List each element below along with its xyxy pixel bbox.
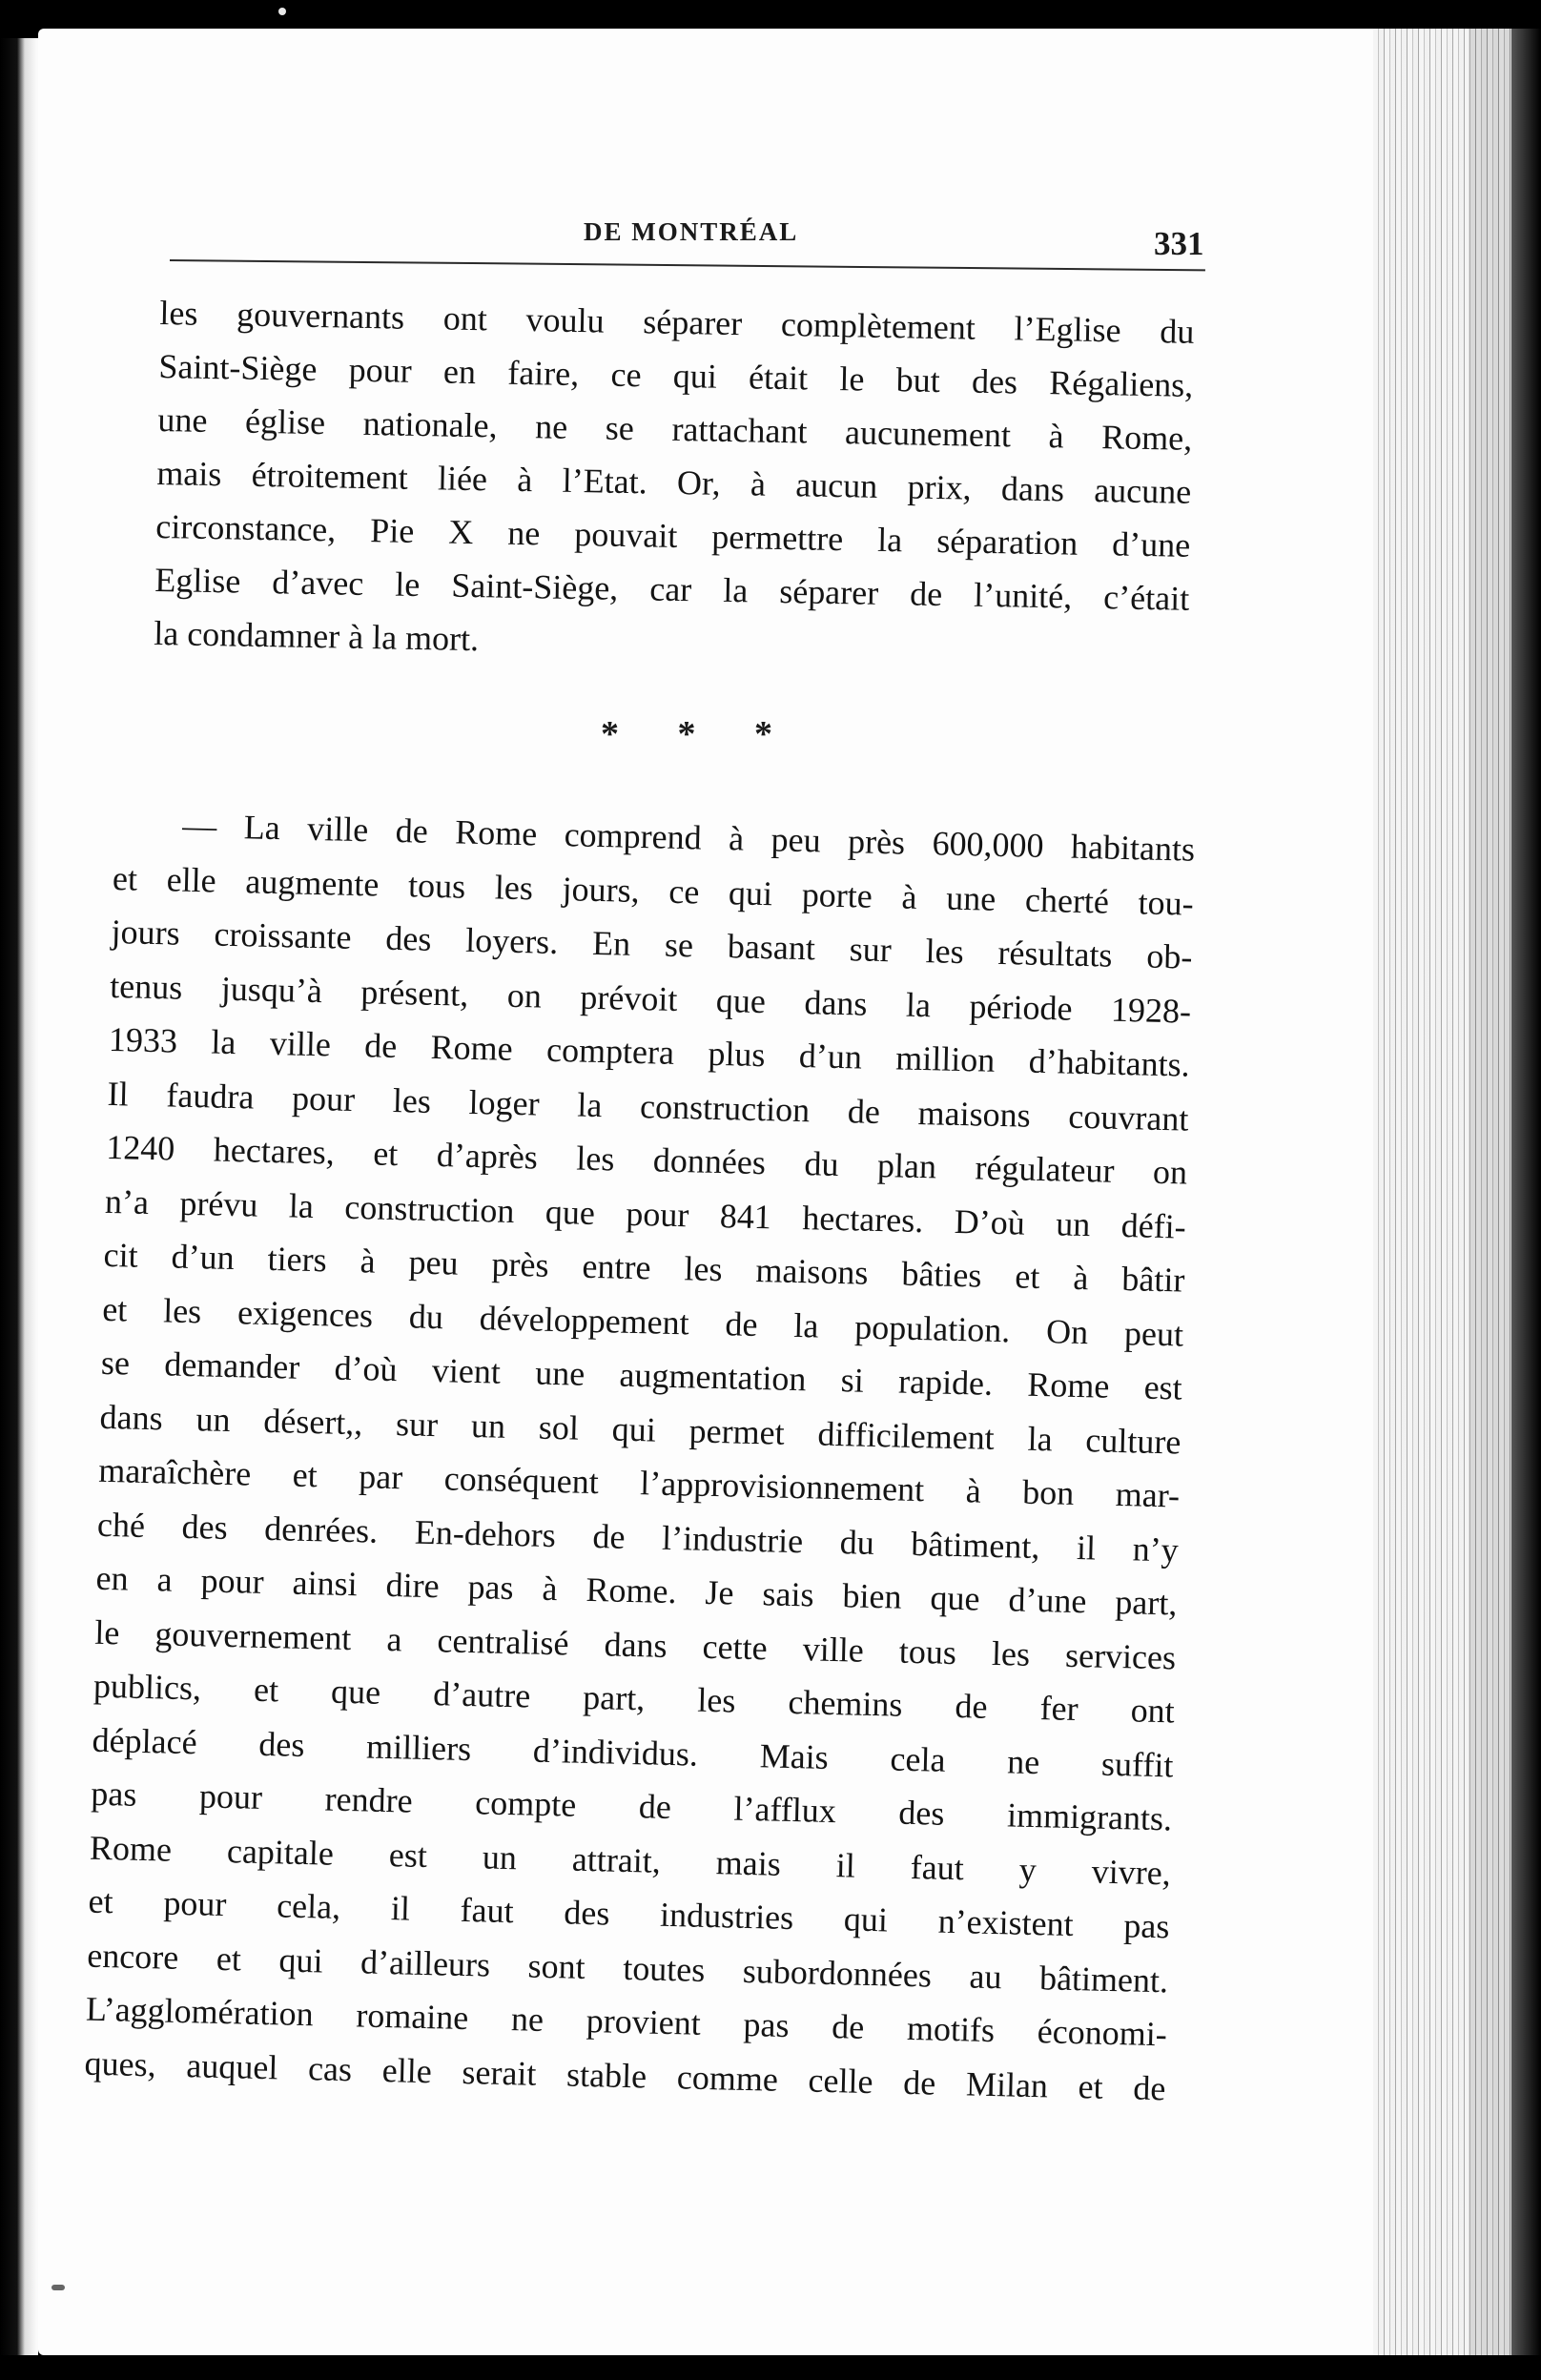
stacked-page-edges — [1373, 29, 1516, 2355]
page-number: 331 — [1154, 225, 1204, 262]
text-line: L’agglomération romaine ne provient pas de motifs économi- — [85, 1989, 1168, 2054]
text-line: jours croissante des loyers. En se basant sur les résultats ob- — [111, 912, 1193, 976]
text-line: une église nationale, ne se rattachant aucunement à Rome, — [157, 400, 1193, 458]
text-line: cit d’un tiers à peu près entre les maisons bâties et à bâtir — [103, 1235, 1185, 1300]
text-line: dans un désert,, sur un sol qui permet difficilement la culture — [99, 1397, 1181, 1462]
paragraph-continued — [154, 286, 1195, 679]
section-separator: * * * — [601, 714, 797, 754]
text-line: et pour cela, il faut des industries qui n’existent pas — [88, 1881, 1170, 1946]
scan-speck — [278, 8, 286, 15]
text-line: publics, et que d’autre part, les chemins de fer ont — [92, 1666, 1176, 1731]
text-line: — La ville de Rome comprend à peu près 600,000 habitants — [181, 806, 1196, 869]
text-line: 1240 hectares, et d’après les données du plan régulateur on — [105, 1127, 1188, 1192]
text-line: la condamner à la mort. — [153, 613, 480, 659]
running-head: DE MONTRÉAL — [584, 217, 799, 246]
right-shadow — [1511, 29, 1541, 2355]
text-line: se demander d’où vient une augmentation si rapide. Rome est — [100, 1343, 1183, 1407]
text-line: 1933 la ville de Rome comptera plus d’un million d’habitants. — [108, 1019, 1191, 1084]
text-line: mais étroitement liée à l’Etat. Or, à aucun prix, dans aucune — [156, 453, 1192, 511]
paragraph-rome — [84, 797, 1196, 2115]
text-line: ques, auquel cas elle serait stable comme celle de Milan et de — [84, 2043, 1166, 2107]
text-line: tenus jusqu’à présent, on prévoit que dans la période 1928- — [109, 966, 1192, 1031]
text-line: Eglise d’avec le Saint-Siège, car la séparer de l’unité, c’était — [154, 560, 1190, 618]
text-line: pas pour rendre compte de l’afflux des immigrants. — [90, 1774, 1173, 1838]
text-line: circonstance, Pie X ne pouvait permettre la séparation d’une — [155, 506, 1191, 564]
text-line: et les exigences du développement de la population. On peut — [101, 1289, 1184, 1354]
text-line: en a pour ainsi dire pas à Rome. Je sais bien que d’une part, — [95, 1558, 1178, 1623]
book-gutter-edge — [0, 38, 38, 2355]
text-line: Saint-Siège pour en faire, ce qui était le but des Régaliens, — [158, 346, 1194, 404]
text-line: encore et qui d’ailleurs sont toutes subordonnées au bâtiment. — [86, 1936, 1169, 2000]
text-line: Rome capitale est un attrait, mais il faut y vivre, — [89, 1828, 1172, 1892]
text-line: ché des denrées. En-dehors de l’industrie du bâtiment, il n’y — [96, 1505, 1180, 1569]
text-line: le gouvernement a centralisé dans cette ville tous les services — [93, 1612, 1177, 1676]
text-line: les gouvernants ont voulu séparer complètement l’Eglise du — [159, 293, 1195, 351]
scan-speck — [51, 2285, 65, 2290]
text-line: n’a prévu la construction que pour 841 hectares. D’où un défi- — [104, 1181, 1187, 1246]
text-line: et elle augmente tous les jours, ce qui porte à une cherté tou- — [112, 858, 1195, 923]
text-line: Il faudra pour les loger la construction de maisons couvrant — [107, 1074, 1189, 1139]
text-line: déplacé des milliers d’individus. Mais cela ne suffit — [92, 1720, 1174, 1784]
text-line: maraîchère et par conséquent l’approvisionnement à bon mar- — [97, 1450, 1181, 1515]
